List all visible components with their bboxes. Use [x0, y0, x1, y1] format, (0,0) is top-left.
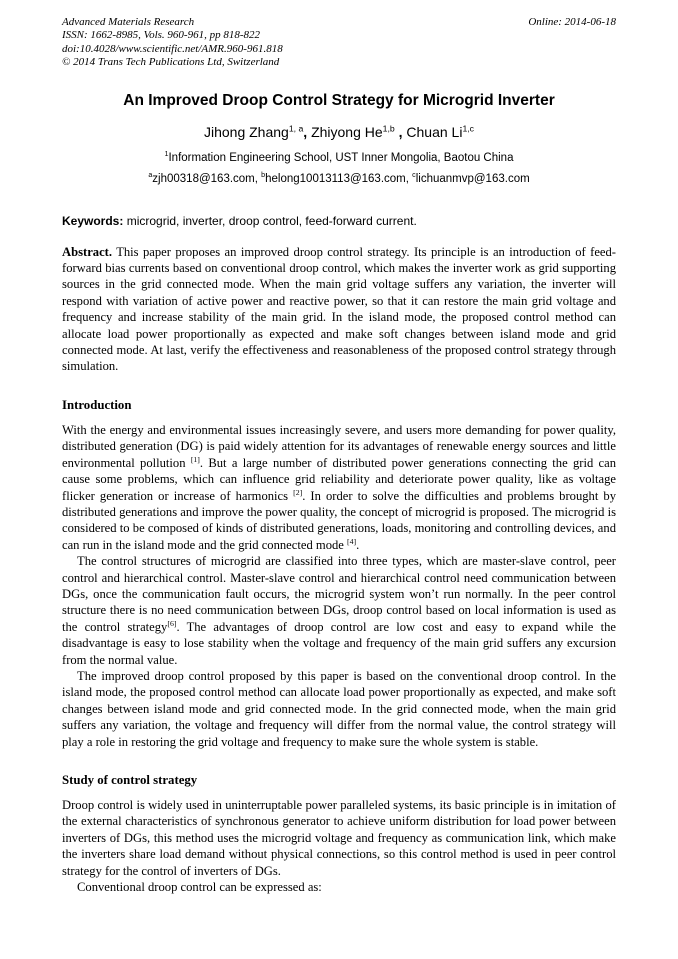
affiliation-line: $^1$Information Engineering School, UST Inner Mongolia, Baotou China: [164, 149, 514, 164]
online-date: Online: 2014-06-18: [528, 16, 616, 28]
abstract-label: Abstract.: [62, 244, 113, 259]
paper-title: An Improved Droop Control Strategy for Microgrid Inverter: [123, 91, 555, 109]
intro-paragraph-2: The control structures of microgrid are classified into three types, which are master-slave control, peer control and hierarchical control. Master-slave control and hierarchical control need communication between DGs, once the communication fault occurs, the microgrid system won’t run normally. In the peer control structure there is no need communication between DGs, droop control based on local information is used as the control strategy[6]. The advantages of droop control are low cost and easy to expand while the disadvantage is easy to lose stability when the voltage and frequency of the main grid suffers any excursion from the normal value.: [62, 554, 616, 667]
abstract-text: This paper proposes an improved droop control strategy. Its principle is an introduction of feed-forward bias currents based on conventional droop control, which makes the inverter work as grid supporting sources in the grid connected mode. When the main grid voltage suffers any variation, the inverter will respond with variation of active power and reactive power, so that it can restore the main grid voltage and frequency and increase stability of the main grid. In the island mode, the proposed control method can allocate load power proportionally as expected and make soft changes between island mode and grid connected mode. At last, verify the effectiveness and reasonableness of the proposed control strategy through simulation.: [62, 244, 616, 374]
emails-line: $^a$zjh00318@163.com, $^b$helong10013113@163.com, $^c$lichuanmvp@163.com: [148, 170, 530, 185]
section-heading-introduction: Introduction: [62, 397, 132, 412]
journal-info: [62, 16, 283, 70]
authors-line: Jihong Zhang$^{1, a}$, Zhiyong He$^{1,b}$ , Chuan Li$^{1,c}$: [203, 122, 475, 140]
study-paragraph-2: Conventional droop control can be expressed as:: [77, 880, 322, 895]
intro-paragraph-1: With the energy and environmental issues increasingly severe, and users more demanding for power quality, distributed generation (DG) is paid widely attention for its advantages of renewable energy sources and little environmental pollution [1]. But a large number of distributed power generations connecting the grid can cause some problems, which can influence grid reliability and deteriorate power quality, like as voltage flicker generation or increase of harmonics [2]. In order to solve the difficulties and problems brought by distributed generations and improve the power quality, the concept of microgrid is proposed. The microgrid is considered to be composed of kinds of distributed generations, loads, monitoring and controlling devices, and can run in the island mode and the grid connected mode [4].: [62, 422, 616, 552]
study-paragraph-1: Droop control is widely used in uninterruptable power paralleled systems, its basic principle is in imitation of the external characteristics of synchronous generator to achieve uniform distribution for load power between inverters of DGs, this method uses the microgrid voltage and frequency as communication link, which make the inverters share load demand without physical connections, so this control method is used in peer control strategy for the control of inverters of DGs.: [62, 798, 616, 878]
journal-issn-line: ISSN: 1662-8985, Vols. 960-961, pp 818-822: [62, 29, 260, 42]
intro-paragraph-3: The improved droop control proposed by this paper is based on the conventional droop control. In the island mode, the proposed control method can allocate load power proportionally as expected, and make soft changes between island mode and grid connected mode. In the grid connected mode, when the main grid suffers any variation, the voltage and frequency will differ from the normal value, the control strategy will play a role in restoring the grid voltage and frequency to make sure the whole system is stable.: [62, 668, 616, 749]
journal-header: [62, 16, 616, 70]
journal-doi-line: doi:10.4028/www.scientific.net/AMR.960-961.818: [62, 42, 283, 55]
journal-copyright-line: © 2014 Trans Tech Publications Ltd, Switzerland: [62, 56, 280, 69]
keywords-line: [62, 213, 616, 229]
journal-title: Advanced Materials Research: [62, 16, 195, 28]
abstract-paragraph: [62, 244, 616, 375]
section-heading-study-of-control-strategy: Study of control strategy: [62, 773, 198, 787]
keywords-text: microgrid, inverter, droop control, feed-forward current.: [123, 213, 417, 228]
keywords-label: Keywords:: [62, 213, 124, 228]
